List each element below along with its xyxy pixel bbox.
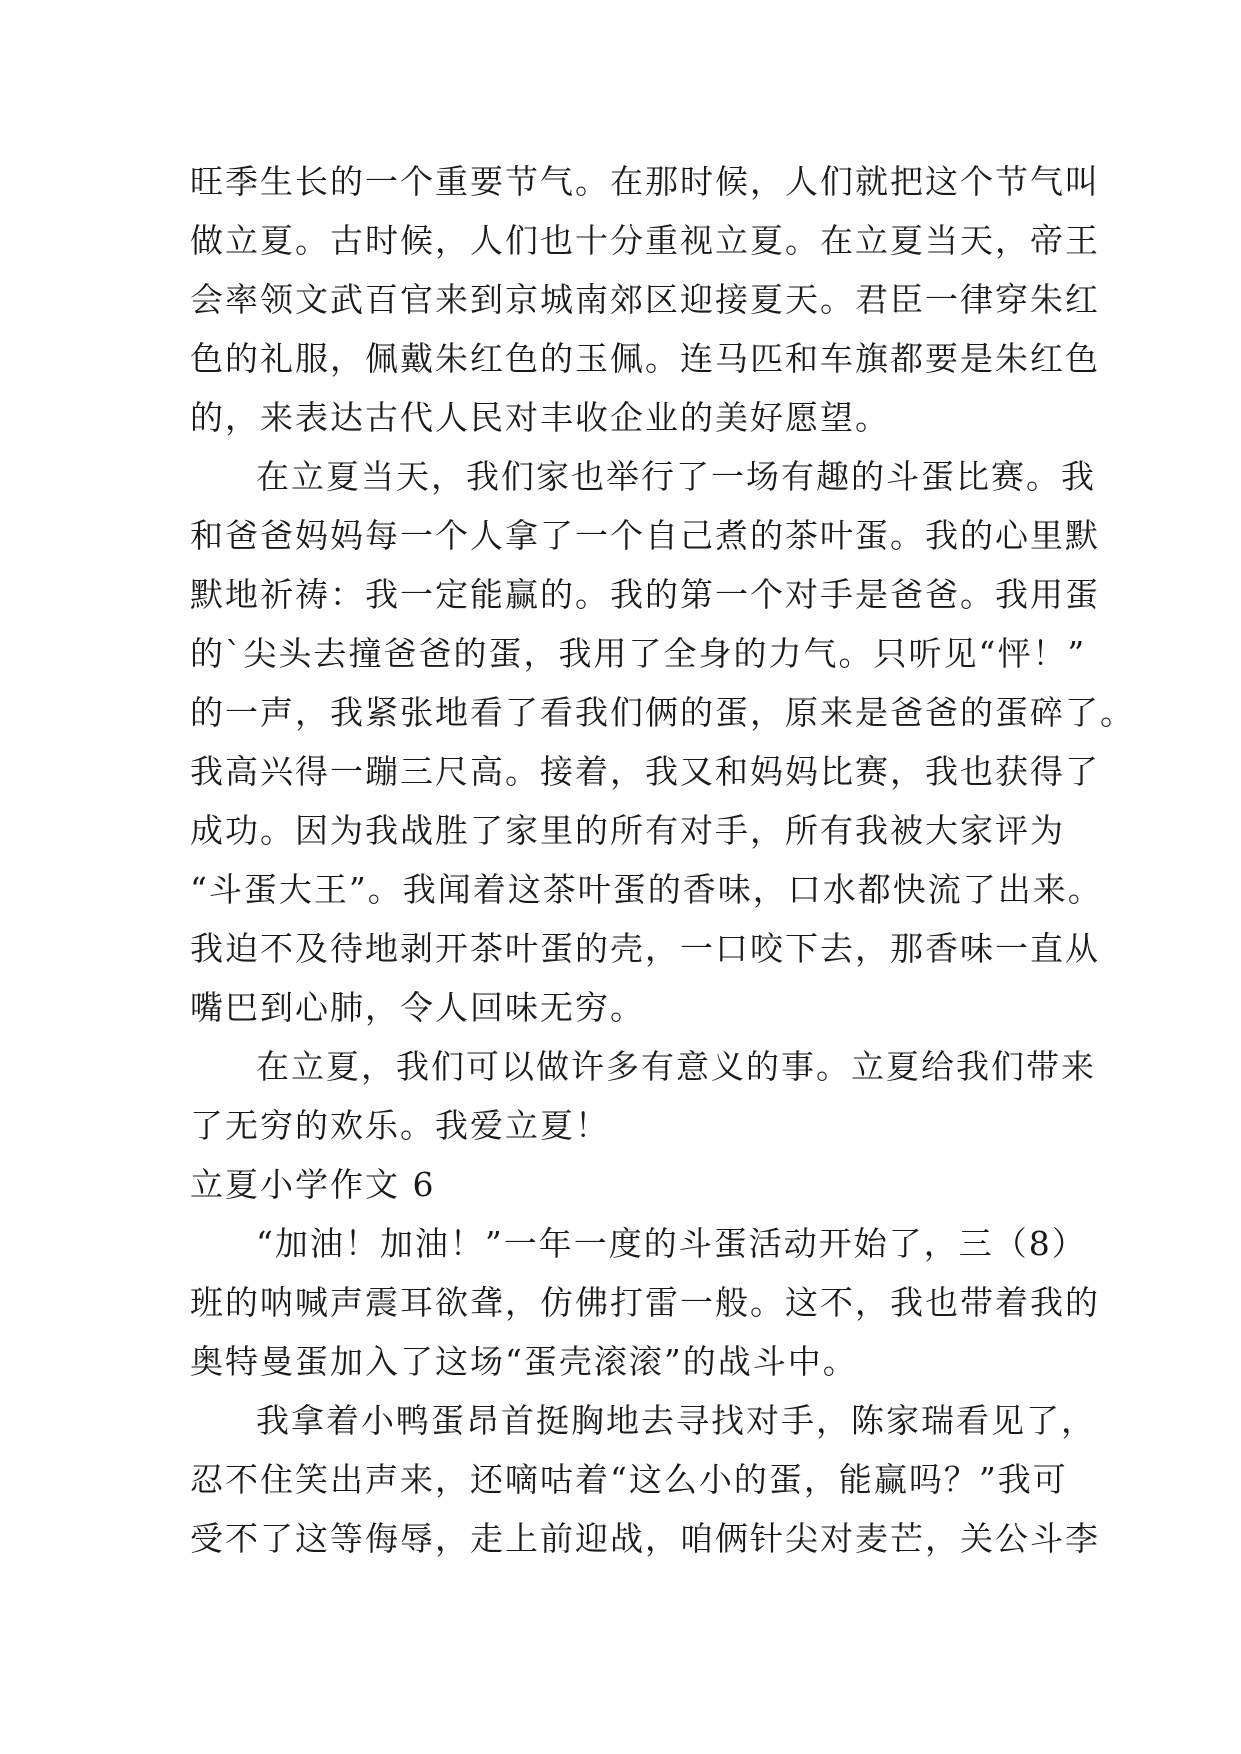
text-line: 嘴巴到心肺，令人回味无穷。: [190, 988, 645, 1027]
text-line: 忍不住笑出声来，还嘀咕着“这么小的蛋，能赢吗？”我可: [190, 1460, 1068, 1499]
text-line: 我迫不及待地剥开茶叶蛋的壳，一口咬下去，那香味一直从: [190, 929, 1100, 968]
text-line: 旺季生长的一个重要节气。在那时候，人们就把这个节气叫: [190, 162, 1100, 201]
text-line: “加油！加油！”一年一度的斗蛋活动开始了，三（8）: [256, 1224, 1087, 1263]
text-line: 默地祈祷：我一定能赢的。我的第一个对手是爸爸。我用蛋: [190, 575, 1100, 614]
text-line: 做立夏。古时候，人们也十分重视立夏。在立夏当天，帝王: [190, 221, 1100, 260]
text-line: 班的呐喊声震耳欲聋，仿佛打雷一般。这不，我也带着我的: [190, 1283, 1100, 1322]
text-line: 奥特曼蛋加入了这场“蛋壳滚滚”的战斗中。: [190, 1342, 858, 1381]
text-line: 和爸爸妈妈每一个人拿了一个自己煮的茶叶蛋。我的心里默: [190, 516, 1100, 555]
document-body: [190, 152, 1135, 1568]
text-line: 会率领文武百官来到京城南郊区迎接夏天。君臣一律穿朱红: [190, 280, 1100, 319]
text-line: 了无穷的欢乐。我爱立夏！: [190, 1106, 610, 1145]
text-line: 受不了这等侮辱，走上前迎战，咱俩针尖对麦芒，关公斗李: [190, 1519, 1100, 1558]
text-line: 在立夏，我们可以做许多有意义的事。立夏给我们带来: [256, 1047, 1096, 1086]
text-line: “斗蛋大王”。我闻着这茶叶蛋的香味，口水都快流了出来。: [190, 870, 1103, 909]
text-line: 的`尖头去撞爸爸的蛋，我用了全身的力气。只听见“怦！”: [190, 634, 1087, 673]
text-line: 的，来表达古代人民对丰收企业的美好愿望。: [190, 398, 890, 437]
text-line: 我拿着小鸭蛋昂首挺胸地去寻找对手，陈家瑞看见了，: [256, 1401, 1096, 1440]
text-line: 成功。因为我战胜了家里的所有对手，所有我被大家评为: [190, 811, 1065, 850]
text-line: 立夏小学作文 6: [190, 1165, 436, 1204]
text-line: 的一声，我紧张地看了看我们俩的蛋，原来是爸爸的蛋碎了。: [190, 693, 1135, 732]
text-line: 在立夏当天，我们家也举行了一场有趣的斗蛋比赛。我: [256, 457, 1096, 496]
text-line: 我高兴得一蹦三尺高。接着，我又和妈妈比赛，我也获得了: [190, 752, 1100, 791]
text-line: 色的礼服，佩戴朱红色的玉佩。连马匹和车旗都要是朱红色: [190, 339, 1100, 378]
